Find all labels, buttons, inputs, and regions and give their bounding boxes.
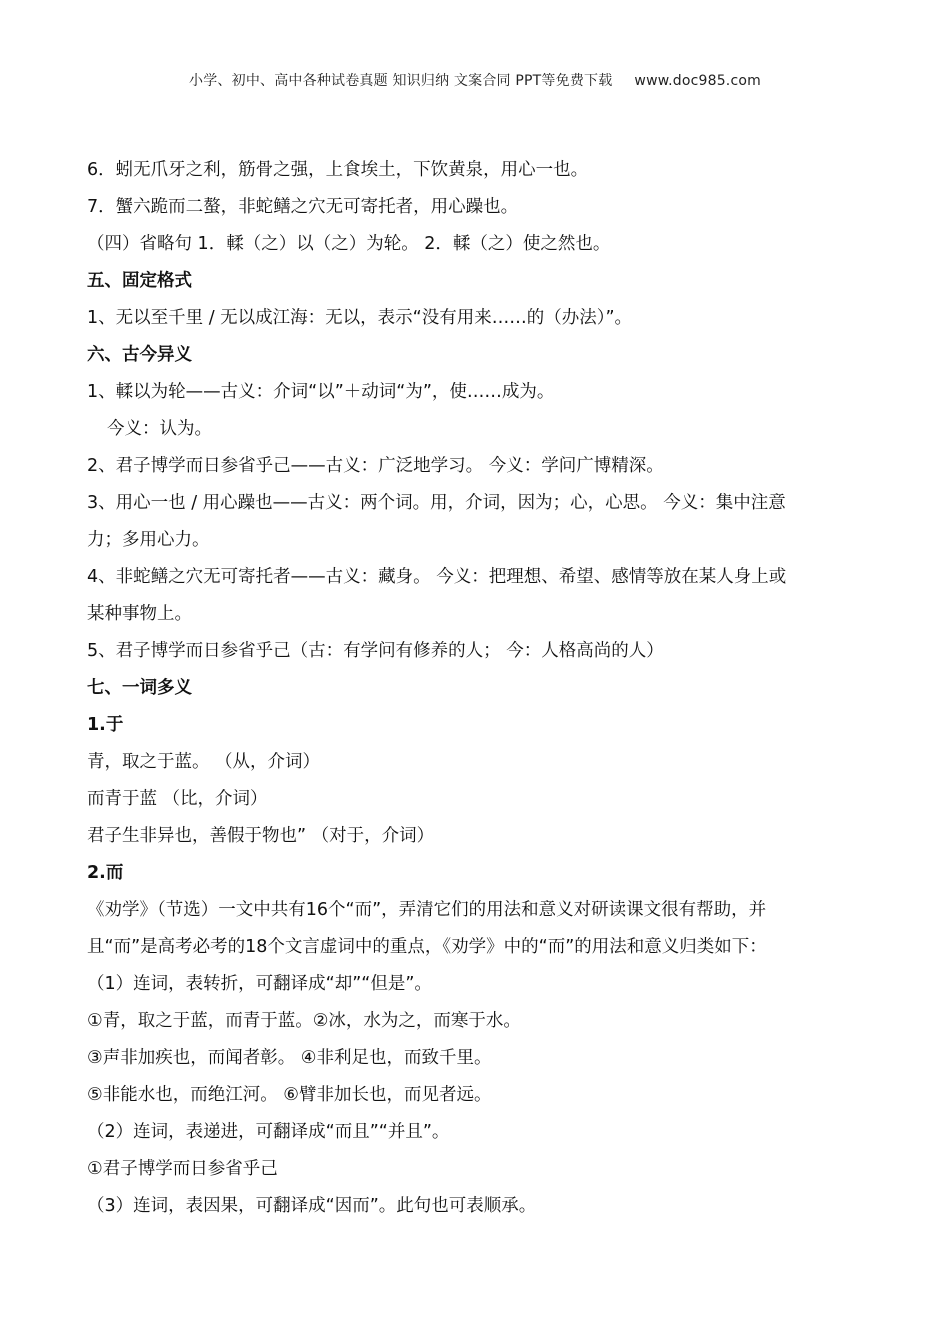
text-line: （2）连词，表递进，可翻译成“而且”“并且”。: [87, 1122, 450, 1142]
text-line: 5、君子博学而日参省乎己（古：有学问有修养的人； 今：人格高尚的人）: [87, 641, 664, 661]
header-site-link[interactable]: www.doc985.com: [634, 73, 761, 89]
text-line: 且“而”是高考必考的18个文言虚词中的重点，《劝学》中的“而”的用法和意义归类如下：: [87, 937, 767, 957]
text-line: 7．蟹六跪而二螯，非蛇鳝之穴无可寄托者，用心躁也。: [87, 197, 519, 217]
text-line: ⑤非能水也，而绝江河。 ⑥臂非加长也，而见者远。: [87, 1085, 492, 1105]
text-line: 今义：认为。: [107, 419, 212, 439]
text-line: 4、非蛇鳝之穴无可寄托者——古义：藏身。 今义：把理想、希望、感情等放在某人身上或: [87, 567, 787, 587]
subsection-heading: 2.而: [87, 863, 124, 883]
text-line: （1）连词，表转折，可翻译成“却”“但是”。: [87, 974, 432, 994]
text-line: 某种事物上。: [87, 604, 192, 624]
text-line: ③声非加疾也，而闻者彰。 ④非利足也，而致千里。: [87, 1048, 492, 1068]
text-line: 1、輮以为轮——古义：介词“以”＋动词“为”，使……成为。: [87, 382, 555, 402]
text-line: （四）省略句 1．輮（之）以（之）为轮。 2．輮（之）使之然也。: [87, 234, 611, 254]
text-line: 青，取之于蓝。 （从，介词）: [87, 752, 321, 772]
text-line: 2、君子博学而日参省乎己——古义：广泛地学习。 今义：学问广博精深。: [87, 456, 664, 476]
text-line: 1、无以至千里 / 无以成江海：无以，表示“没有用来……的（办法）”。: [87, 308, 633, 328]
text-line: 力；多用心力。: [87, 530, 210, 550]
text-line: 而青于蓝 （比，介词）: [87, 789, 268, 809]
text-line: 《劝学》（节选）一文中共有16个“而”，弄清它们的用法和意义对研读课文很有帮助，并: [87, 900, 767, 920]
section-heading: 七、一词多义: [87, 678, 192, 698]
section-heading: 六、古今异义: [87, 345, 192, 365]
section-heading: 五、固定格式: [87, 271, 192, 291]
text-line: ①青，取之于蓝，而青于蓝。②冰，水为之，而寒于水。: [87, 1011, 521, 1031]
page-header: [0, 70, 950, 90]
text-line: ①君子博学而日参省乎己: [87, 1159, 278, 1179]
document-body: [87, 152, 865, 1225]
text-line: 6．蚓无爪牙之利，筋骨之强，上食埃土，下饮黄泉，用心一也。: [87, 160, 589, 180]
text-line: 3、用心一也 / 用心躁也——古义：两个词。用，介词，因为；心，心思。 今义：集中注意: [87, 493, 786, 513]
text-line: 君子生非异也，善假于物也” （对于，介词）: [87, 826, 435, 846]
text-line: （3）连词，表因果，可翻译成“因而”。此句也可表顺承。: [87, 1196, 537, 1216]
subsection-heading: 1.于: [87, 715, 124, 735]
header-text: 小学、初中、高中各种试卷真题 知识归纳 文案合同 PPT等免费下载: [189, 73, 613, 89]
